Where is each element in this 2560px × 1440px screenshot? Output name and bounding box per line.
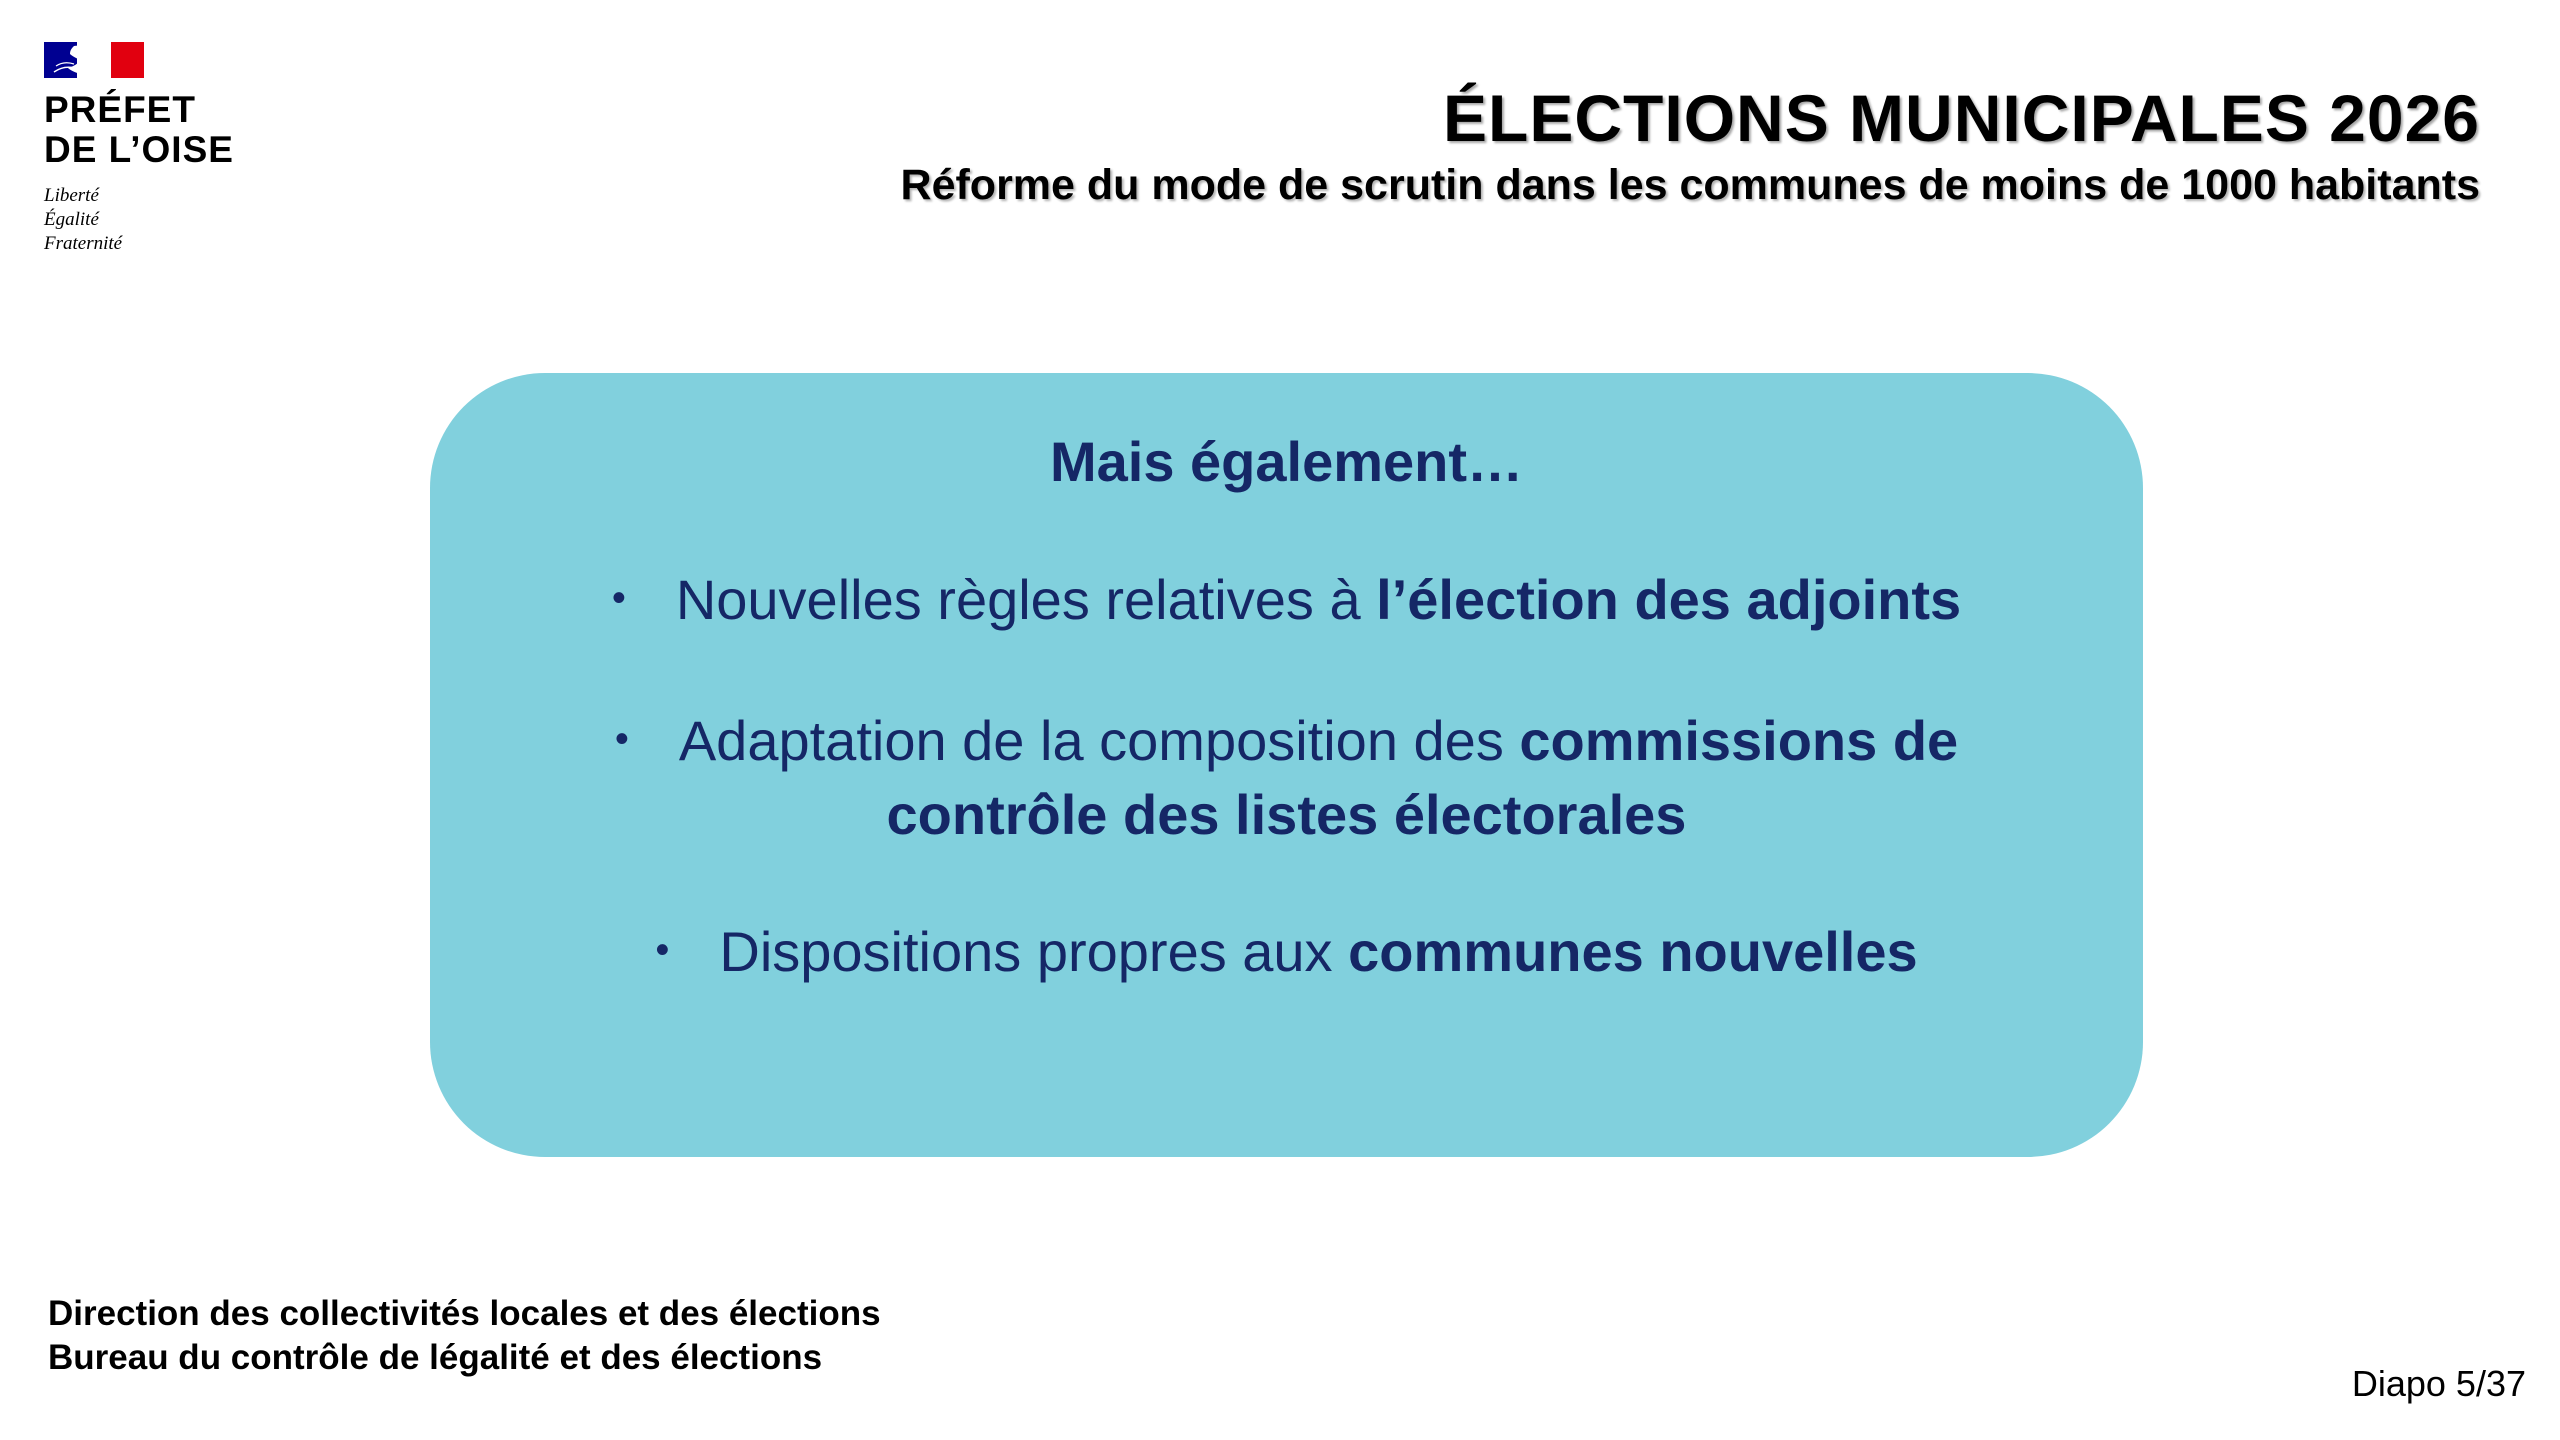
content-card	[430, 373, 2143, 1157]
bullet-text-plain: Dispositions propres aux	[719, 920, 1349, 983]
bullet-text-plain: Adaptation de la composition des	[678, 709, 1520, 772]
prefecture-name-line2: DE L’OISE	[44, 129, 234, 170]
prefecture-name	[44, 90, 284, 170]
motto-fraternite: Fraternité	[44, 233, 123, 254]
marianne-profile-icon	[44, 42, 144, 78]
marianne-flag-icon	[44, 42, 144, 78]
bullet-item-communes-nouvelles	[430, 917, 2143, 991]
footer-line2: Bureau du contrôle de légalité et des élections	[48, 1338, 823, 1377]
bullet-text-plain: Nouvelles règles relatives à	[675, 568, 1377, 631]
bullet-text-bold: communes nouvelles	[1348, 920, 1918, 983]
bullet-text-bold: commissions de	[1519, 709, 1959, 772]
prefecture-logo	[44, 42, 284, 256]
bullet-icon: •	[614, 717, 629, 762]
slide-title: ÉLECTIONS MUNICIPALES 2026	[1443, 81, 2480, 155]
republic-motto	[44, 184, 284, 256]
slide-page-indicator: Diapo 5/37	[2351, 1363, 2526, 1404]
slide-header	[901, 78, 2480, 212]
slide-subtitle: Réforme du mode de scrutin dans les communes de moins de 1000 habitants	[900, 161, 2480, 209]
prefecture-name-line1: PRÉFET	[44, 89, 196, 130]
footer-line1: Direction des collectivités locales et des élections	[48, 1294, 881, 1333]
card-heading: Mais également…	[1049, 430, 1524, 493]
bullet-text-bold-line2: contrôle des listes électorales	[886, 783, 1687, 847]
bullet-item-adjoints	[430, 565, 2143, 639]
bullet-icon: •	[611, 576, 626, 621]
bullet-item-commissions	[430, 706, 2143, 850]
footer-department	[48, 1292, 881, 1380]
bullet-text-bold: l’élection des adjoints	[1376, 568, 1962, 631]
motto-egalite: Égalité	[44, 209, 99, 230]
motto-liberte: Liberté	[44, 185, 99, 206]
bullet-icon: •	[655, 928, 670, 973]
